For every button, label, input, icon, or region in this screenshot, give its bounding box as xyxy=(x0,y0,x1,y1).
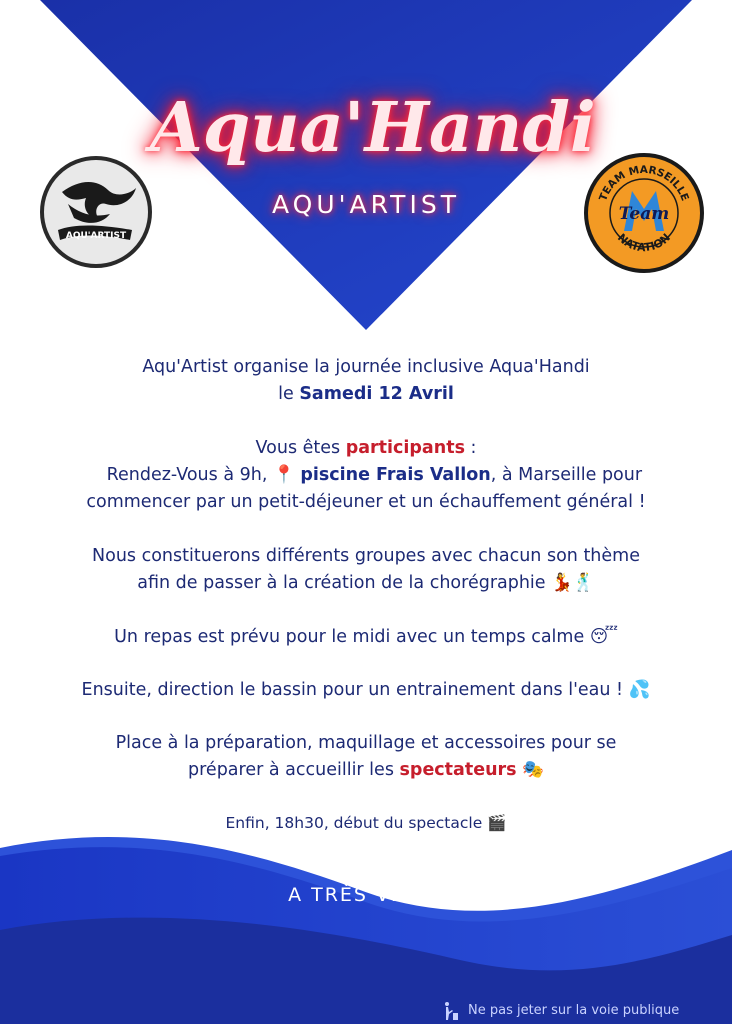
svg-text:NATATION xyxy=(615,231,673,254)
closing-message: A TRÈS VITE ! xyxy=(288,884,444,906)
finale-line: Enfin, 18h30, début du spectacle 🎬 xyxy=(225,814,507,832)
theater-masks-icon: 🎭 xyxy=(522,760,544,780)
spectators-highlight: spectateurs xyxy=(399,760,517,780)
groups-line-1: Nous constituerons différents groupes avec chacun son thème xyxy=(92,546,640,566)
pin-icon: 📍 xyxy=(272,465,295,485)
participants-highlight: participants xyxy=(345,438,465,458)
swimmer-logo-icon xyxy=(44,160,148,264)
event-description xyxy=(30,354,702,837)
clapperboard-icon: 🎬 xyxy=(487,814,507,832)
svg-text:TEAM MARSEILLE xyxy=(597,164,691,203)
team-marseille-logo-icon xyxy=(588,157,700,269)
footer-text: Ne pas jeter sur la voie publique xyxy=(468,1003,680,1018)
team-marseille-logo xyxy=(584,153,704,273)
trash-bin-icon xyxy=(440,1001,460,1021)
prep-line-2: préparer à accueillir les spectateurs 🎭 xyxy=(188,760,544,780)
aquartist-logo xyxy=(40,156,152,268)
meal-line: Un repas est prévu pour le midi avec un temps calme 😴 xyxy=(114,627,618,647)
event-subtitle: AQU'ARTIST xyxy=(272,190,460,219)
aquartist-logo-text: AQU'ARTIST xyxy=(65,231,127,241)
intro-line-2: le Samedi 12 Avril xyxy=(278,384,454,404)
logo-ring-top: TEAM MARSEILLE xyxy=(597,163,691,203)
pool-line: Ensuite, direction le bassin pour un entrainement dans l'eau ! 💦 xyxy=(81,680,651,700)
groups-line-2: afin de passer à la création de la chorégraphie 💃🕺 xyxy=(137,573,595,593)
logo-ring-bottom: NATATION xyxy=(614,231,674,255)
sleeping-face-icon: 😴 xyxy=(589,627,618,647)
logo-center-text: Team xyxy=(618,204,670,224)
prep-line-1: Place à la préparation, maquillage et accessoires pour se xyxy=(115,733,617,753)
event-title: Aqua'Handi xyxy=(150,88,596,168)
participants-line: Vous êtes participants : xyxy=(255,438,477,458)
dancers-icon: 💃🕺 xyxy=(551,573,595,593)
intro-line-1: Aqu'Artist organise la journée inclusive Aqua'Handi xyxy=(142,357,590,377)
breakfast-line: commencer par un petit-déjeuner et un échauffement général ! xyxy=(86,492,646,512)
water-drops-icon: 💦 xyxy=(628,680,651,700)
footer-notice xyxy=(440,1000,725,1022)
meeting-line: Rendez-Vous à 9h, 📍 piscine Frais Vallon, à Marseille pour xyxy=(106,465,643,485)
venue-name: piscine Frais Vallon xyxy=(300,465,491,485)
event-date: Samedi 12 Avril xyxy=(299,384,454,404)
